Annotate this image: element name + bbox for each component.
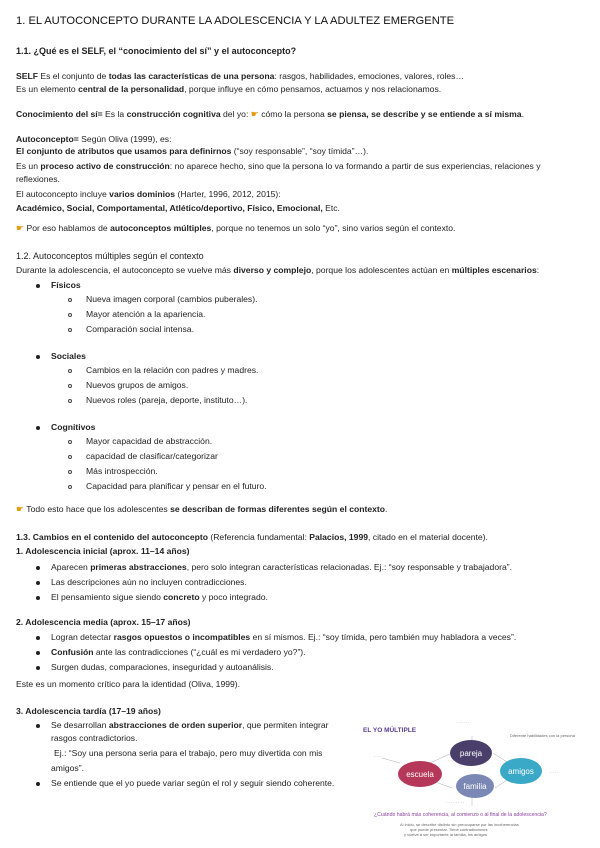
example-line: Ej.: “Soy una persona seria para el trabajo, pero muy divertida con mis [54,748,323,758]
conjunto-line: El conjunto de atributos que usamos para definirnos (“soy responsable”, “soy tímida”…). [16,146,369,156]
section-1-3-heading: 1.3. Cambios en el contenido del autoconcepto (Referencia fundamental: Palacios, 1999, citado en el material docente). [16,532,488,542]
sub-bullet [68,369,72,373]
annotation: · · · · · · · · [446,800,465,805]
dominios-line: El autoconcepto incluye varios dominios (Harter, 1996, 2012, 2015): [16,189,281,199]
diagram-fine-text: Al inicio, se describe distinto sin preocuparse por las incoherencias [400,822,519,827]
pointing-hand-icon: ☛ [250,109,259,119]
yo-multiple-diagram [360,718,585,846]
annotation: · · · · · · [456,720,470,725]
diagram-caption: ¿Cuándo habrá más coherencia, al comienzo o al final de la adolescencia? [374,812,547,818]
familia-ellipse: familia [456,774,494,798]
sub-bullet [68,298,72,302]
diagram-note: Diferente habilidades con la persona [510,733,575,738]
annotation: · · · · [550,770,559,775]
diagram-title: EL YO MÚLTIPLE [363,727,417,734]
list-item: Confusión ante las contradicciones (“¿cuál es mi verdadero yo?”). [51,647,306,657]
list-item-continuation: rasgos contradictorios. [51,733,138,743]
list-item: Comparación social intensa. [86,324,194,334]
todo-esto-line: ☛ Todo esto hace que los adolescentes se describan de formas diferentes según el contexto. [16,504,388,514]
sub-bullet [68,485,72,489]
list-item: Más introspección. [86,466,158,476]
pointing-hand-icon: ☛ [16,504,25,514]
cognitivos-label: Cognitivos [51,422,96,432]
bullet [36,284,40,288]
list-item: Nueva imagen corporal (cambios puberales). [86,294,258,304]
bullet [36,566,40,570]
list-item: capacidad de clasificar/categorizar [86,451,218,461]
list-item: Mayor capacidad de abstracción. [86,436,213,446]
list-item: Surgen dudas, comparaciones, inseguridad y autoanálisis. [51,662,274,672]
pareja-ellipse: pareja [450,740,492,766]
fisicos-label: Físicos [51,280,81,290]
adolescencia-inicial-heading: 1. Adolescencia inicial (aprox. 11–14 años) [16,546,190,556]
sub-bullet [68,399,72,403]
bullet [36,426,40,430]
sub-bullet [68,313,72,317]
list-item: Nuevos roles (pareja, deporte, instituto…). [86,395,248,405]
list-item: Se desarrollan abstracciones de orden superior, que permiten integrar [51,720,329,730]
section-1-1-heading: 1.1. ¿Qué es el SELF, el “conocimiento del sí” y el autoconcepto? [16,46,297,56]
element-paragraph: Es un elemento central de la personalidad, porque influye en cómo pensamos, actuamos y nos relacionamos. [16,84,442,94]
diagram-fine-text: y vuelve a ser importante la familia, los amigos [404,832,487,837]
bullet [36,666,40,670]
list-item: El pensamiento sigue siendo concreto y poco integrado. [51,592,268,602]
list-item: Mayor atención a la apariencia. [86,309,206,319]
conocimiento-paragraph: Conocimiento del sí= Es la construcción cognitiva del yo: ☛ cómo la persona se piensa, se describe y se entiende a sí misma. [16,109,524,119]
bullet [36,596,40,600]
amigos-ellipse: amigos [500,758,542,784]
document-title: 1. EL AUTOCONCEPTO DURANTE LA ADOLESCENCIA Y LA ADULTEZ EMERGENTE [16,15,455,27]
momento-critico-line: Este es un momento crítico para la identidad (Oliva, 1999). [16,679,241,689]
list-item: Logran detectar rasgos opuestos o incompatibles en sí mismos. Ej.: “soy tímida, pero también muy habladora a veces”. [51,632,517,642]
list-item: Cambios en la relación con padres y madres. [86,365,259,375]
list-item: Capacidad para planificar y pensar en el futuro. [86,481,267,491]
pointing-hand-icon: ☛ [16,223,25,233]
list-item: Se entiende que el yo puede variar según el rol y seguir siendo coherente. [51,778,335,788]
bullet [36,782,40,786]
bullet [36,724,40,728]
adolescencia-tardia-heading: 3. Adolescencia tardía (17–19 años) [16,706,161,716]
adolescencia-media-heading: 2. Adolescencia media (aprox. 15–17 años) [16,617,191,627]
section-1-2-intro: Durante la adolescencia, el autoconcepto se vuelve más diverso y complejo, porque los adolescentes actúan en múltiples escenarios: [16,265,540,275]
sub-bullet [68,440,72,444]
sub-bullet [68,470,72,474]
list-item: Nuevos grupos de amigos. [86,380,189,390]
sub-bullet [68,384,72,388]
list-item: Las descripciones aún no incluyen contradicciones. [51,577,247,587]
section-1-2-heading: 1.2. Autoconceptos múltiples según el contexto [16,251,204,261]
sub-bullet [68,328,72,332]
bullet [36,636,40,640]
annotation: · · · · [374,754,383,759]
dominios-list: Académico, Social, Comportamental, Atlético/deportivo, Físico, Emocional, Etc. [16,203,340,213]
self-paragraph: SELF Es el conjunto de todas las características de una persona: rasgos, habilidades, emociones, valores, roles… [16,71,465,81]
example-line: amigos”. [51,763,84,773]
bullet [36,651,40,655]
sociales-label: Sociales [51,351,86,361]
diagram-fine-text: que puede presentar. Tiene contradicciones [410,827,488,832]
proceso-line: Es un proceso activo de construcción: no aparece hecho, sino que la persona lo va formando a partir de sus experiencias, relaciones y [16,161,541,171]
escuela-ellipse: escuela [398,761,442,787]
reflexiones-line: reflexiones. [16,174,60,184]
bullet [36,355,40,359]
sub-bullet [68,455,72,459]
autoconcepto-line: Autoconcepto= Según Oliva (1999), es: [16,134,172,144]
list-item: Aparecen primeras abstracciones, pero solo integran características relacionadas. Ej.: “soy responsable y trabajadora”. [51,562,512,572]
bullet [36,581,40,585]
multiples-line: ☛ Por eso hablamos de autoconceptos múltiples, porque no tenemos un solo “yo”, sino varios según el contexto. [16,223,456,233]
